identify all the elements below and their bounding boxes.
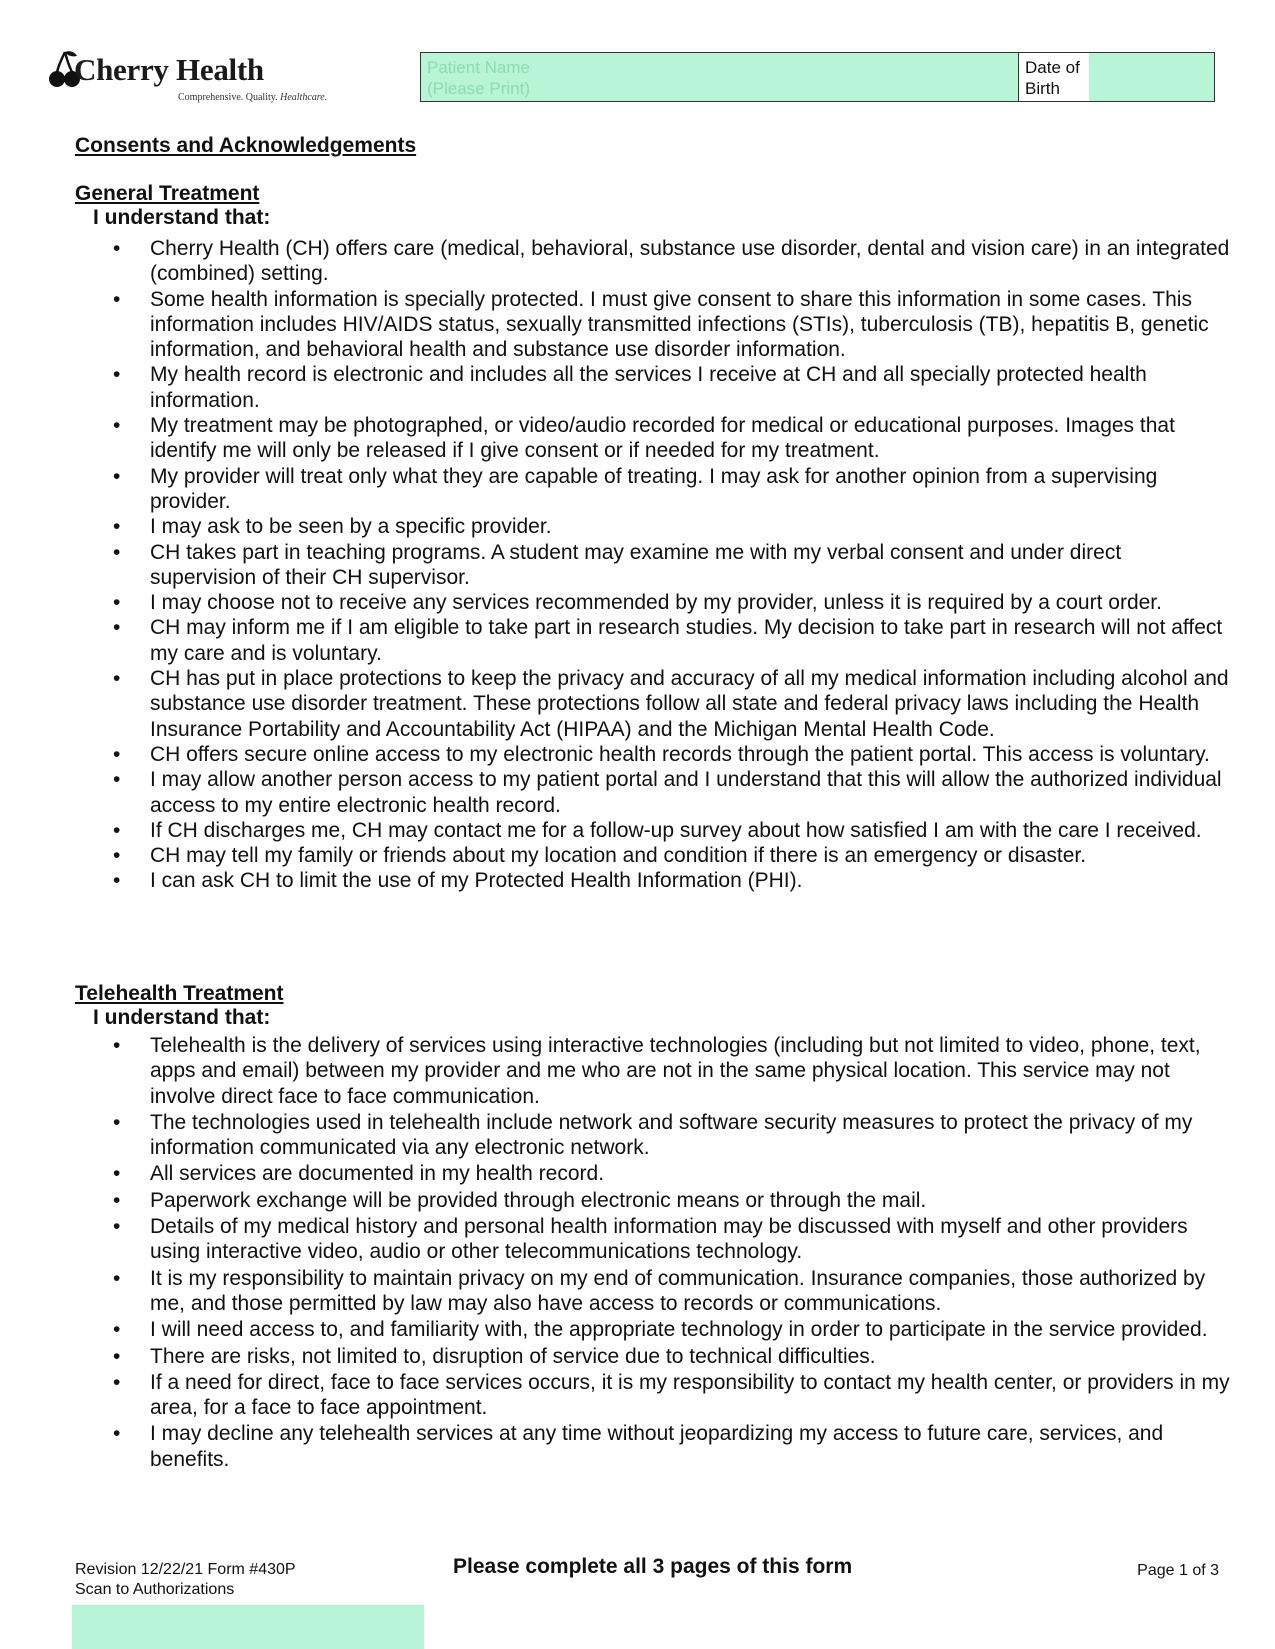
dob-field[interactable] [1089, 53, 1214, 101]
list-item: • If CH discharges me, CH may contact me for a follow-up survey about how satisfied I am with the care I received. [110, 818, 1230, 843]
patient-header-box [420, 52, 1215, 102]
list-item: • Details of my medical history and personal health information may be discussed with myself and other providers using interactive video, audio or other telecommunications technology. [110, 1214, 1230, 1265]
general-treatment-heading: General Treatment [75, 182, 260, 205]
list-item: • All services are documented in my health record. [110, 1161, 1230, 1186]
cherry-health-logo [48, 46, 348, 106]
page-number: Page 1 of 3 [1137, 1562, 1219, 1579]
list-item: • I may choose not to receive any services recommended by my provider, unless it is required by a court order. [110, 590, 1230, 615]
footer-revision-block [75, 1560, 296, 1600]
dob-label-line1: Date of [1025, 58, 1080, 77]
telehealth-intro: I understand that: [93, 1006, 271, 1029]
list-item: • My treatment may be photographed, or video/audio recorded for medical or educational purposes. Images that identify me will only be released if I give consent or if needed for my treatment. [110, 413, 1230, 464]
patient-name-input[interactable] [421, 53, 1022, 103]
list-item: • I may ask to be seen by a specific provider. [110, 514, 1230, 539]
patient-name-placeholder-line2: (Please Print) [427, 79, 530, 98]
list-item: • I may decline any telehealth services at any time without jeopardizing my access to future care, services, and benefits. [110, 1421, 1230, 1472]
logo-wordmark: Cherry Health [74, 52, 264, 87]
scan-field[interactable] [72, 1605, 424, 1649]
revision-text: Revision 12/22/21 Form #430P [75, 1561, 296, 1578]
dob-label [1019, 53, 1089, 101]
dob-input[interactable] [1089, 53, 1218, 103]
general-treatment-list [110, 236, 1230, 894]
list-item: • Paperwork exchange will be provided through electronic means or through the mail. [110, 1188, 1230, 1213]
list-item: • Some health information is specially protected. I must give consent to share this information in some cases. This information includes HIV/AIDS status, sexually transmitted infections (STIs), tuberculosis (TB), hepatitis B, genetic information, and behavioral health and substance use disorder information. [110, 287, 1230, 363]
list-item: • CH has put in place protections to keep the privacy and accuracy of all my medical information including alcohol and substance use disorder treatment. These protections follow all state and federal privacy laws including the Health Insurance Portability and Accountability Act (HIPAA) and the Michigan Mental Health Code. [110, 666, 1230, 742]
list-item: • My provider will treat only what they are capable of treating. I may ask for another opinion from a supervising provider. [110, 464, 1230, 515]
list-item: • The technologies used in telehealth include network and software security measures to protect the privacy of my information communicated via any electronic network. [110, 1110, 1230, 1161]
dob-label-line2: Birth [1025, 79, 1060, 98]
list-item: • Telehealth is the delivery of services using interactive technologies (including but not limited to video, phone, text, apps and email) between my provider and me who are not in the same physical location. This service may not involve direct face to face communication. [110, 1033, 1230, 1109]
general-intro: I understand that: [93, 206, 271, 229]
list-item: • I may allow another person access to my patient portal and I understand that this will allow the authorized individual access to my entire electronic health record. [110, 767, 1230, 818]
complete-all-pages-note: Please complete all 3 pages of this form [453, 1555, 853, 1578]
list-item: • It is my responsibility to maintain privacy on my end of communication. Insurance companies, those authorized by me, and those permitted by law may also have access to records or communications. [110, 1266, 1230, 1317]
logo-tagline: Comprehensive. Quality. Healthcare. [178, 92, 328, 103]
telehealth-treatment-list [110, 1033, 1230, 1472]
list-item: • I will need access to, and familiarity with, the appropriate technology in order to participate in the service provided. [110, 1317, 1230, 1342]
list-item: • CH offers secure online access to my electronic health records through the patient portal. This access is voluntary. [110, 742, 1230, 767]
patient-name-field[interactable] [421, 53, 1019, 101]
page-title: Consents and Acknowledgements [75, 134, 417, 157]
list-item: • CH takes part in teaching programs. A student may examine me with my verbal consent and under direct supervision of their CH supervisor. [110, 540, 1230, 591]
scan-to-text: Scan to Authorizations [75, 1581, 235, 1598]
patient-name-placeholder-line1: Patient Name [427, 58, 530, 77]
list-item: • My health record is electronic and includes all the services I receive at CH and all specially protected health information. [110, 362, 1230, 413]
telehealth-treatment-heading: Telehealth Treatment [75, 982, 284, 1005]
list-item: • CH may inform me if I am eligible to take part in research studies. My decision to take part in research will not affect my care and is voluntary. [110, 615, 1230, 666]
list-item: • If a need for direct, face to face services occurs, it is my responsibility to contact my health center, or providers in my area, for a face to face appointment. [110, 1370, 1230, 1421]
list-item: • I can ask CH to limit the use of my Protected Health Information (PHI). [110, 868, 1230, 893]
list-item: • There are risks, not limited to, disruption of service due to technical difficulties. [110, 1344, 1230, 1369]
list-item: • CH may tell my family or friends about my location and condition if there is an emergency or disaster. [110, 843, 1230, 868]
list-item: • Cherry Health (CH) offers care (medical, behavioral, substance use disorder, dental and vision care) in an integrated (combined) setting. [110, 236, 1230, 287]
